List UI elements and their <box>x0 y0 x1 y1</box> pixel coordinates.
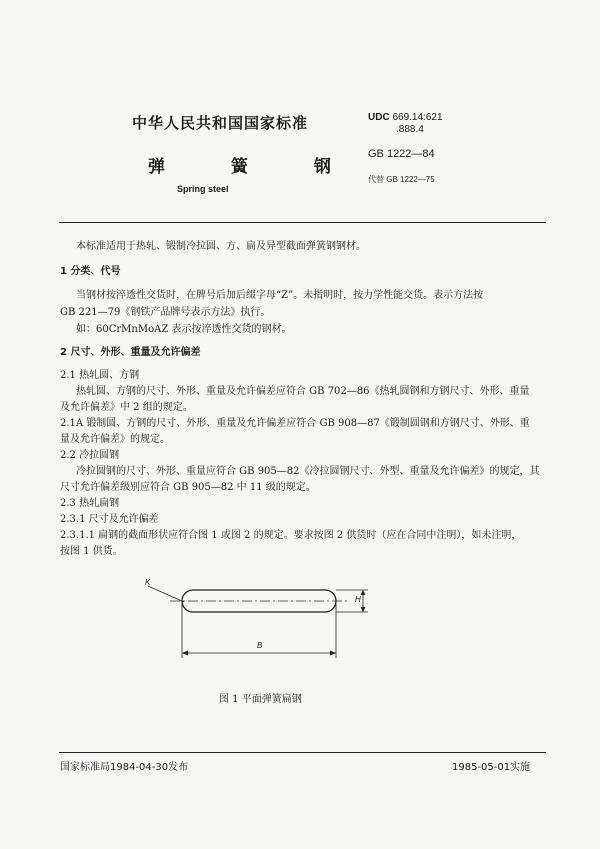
s21a-line1: 2.1A 锻制圆、方钢的尺寸、外形、重量及允许偏差应符合 GB 908—87《锻制圆钢和方钢尺寸、外形、重 <box>60 418 530 429</box>
gb-number: GB 1222—84 <box>368 148 435 160</box>
s22-line1: 冷拉圆钢的尺寸、外形、重量应符合 GB 905—82《冷拉圆钢尺寸、外型、重量及允许偏差》的规定，其 <box>76 466 540 477</box>
org-title: 中华人民共和国国家标准 <box>132 114 309 132</box>
doc-title: 弹 簧 钢 <box>148 157 361 177</box>
s21-title: 2.1 热轧圆、方钢 <box>60 370 140 381</box>
h-arrow-top <box>361 590 366 595</box>
sec1-line1: 当钢材按淬透性交货时，在牌号后加后缀字母“Z”。未指明时，按力学性能交货。表示方法按 <box>76 290 484 301</box>
label-h: H <box>355 595 361 604</box>
b-arrow-right <box>330 651 336 656</box>
s23-title: 2.3 热轧扁钢 <box>60 498 120 509</box>
intro-paragraph: 本标准适用于热轧、锻制冷拉圆、方、扁及异型截面弹簧钢钢材。 <box>76 241 366 252</box>
udc-label: UDC <box>368 112 390 123</box>
s21-line1: 热轧圆、方钢的尺寸、外形、重量及允许偏差应符合 GB 702—86《热轧圆钢和方钢尺寸、外形、重量 <box>76 386 530 397</box>
s2311-line2: 按图 1 供货。 <box>60 546 123 557</box>
udc-line1: 669.14:621 <box>392 112 443 123</box>
b-arrow-left <box>182 651 188 656</box>
label-k: K <box>145 578 151 587</box>
sec1-line2: GB 221—79《钢铁产品牌号表示方法》执行。 <box>60 307 271 318</box>
flat-bar-outline <box>182 590 336 612</box>
h-arrow-bottom <box>361 607 366 612</box>
udc-block <box>368 112 443 136</box>
section-2-title: 2 尺寸、外形、重量及允许偏差 <box>60 347 201 358</box>
figure-1-drawing <box>140 570 390 680</box>
section-1-title: 1 分类、代号 <box>60 266 121 277</box>
s2311-line1: 2.3.1.1 扁钢的截面形状应符合图 1 或图 2 的规定。要求按图 2 供货时（应在合同中注明），如未注明， <box>60 530 522 541</box>
s21a-line2: 量及允许偏差》的规定。 <box>60 434 170 445</box>
effective-date: 1985-05-01实施 <box>452 762 531 773</box>
sec1-example: 如：60CrMnMoAZ 表示按淬透性交货的钢材。 <box>76 324 292 335</box>
replaces-note: 代替 GB 1222—75 <box>368 175 435 184</box>
footer-rule <box>59 752 546 753</box>
s231-title: 2.3.1 尺寸及允许偏差 <box>60 514 159 525</box>
figure-1-caption: 图 1 平面弹簧扁钢 <box>219 694 302 705</box>
s21-line2: 及允许偏差》中 2 组的规定。 <box>60 402 193 413</box>
udc-line2: .888.4 <box>396 124 424 135</box>
s22-line2: 尺寸允许偏差级别应符合 GB 905—82 中 11 级的规定。 <box>60 482 316 493</box>
english-title: Spring steel <box>177 184 229 194</box>
header-rule <box>59 222 546 223</box>
k-leader-line <box>148 586 184 602</box>
s22-title: 2.2 冷拉圆钢 <box>60 450 120 461</box>
issuer-line: 国家标准局1984-04-30发布 <box>60 762 189 773</box>
label-b: B <box>257 641 263 650</box>
